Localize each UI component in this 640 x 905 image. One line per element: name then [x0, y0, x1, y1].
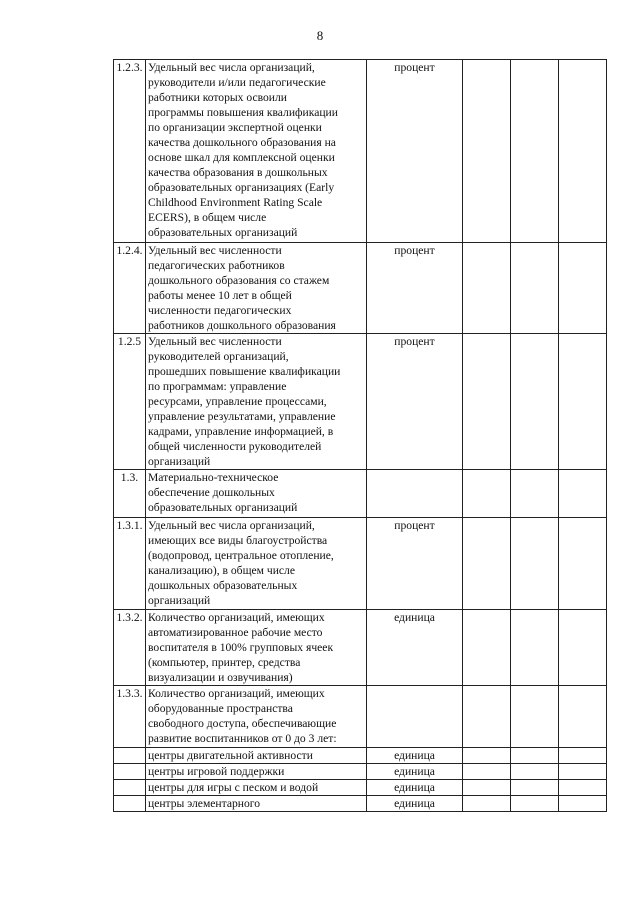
value-cell [511, 518, 559, 610]
value-cell [511, 610, 559, 686]
row-unit: процент [367, 243, 463, 334]
value-cell [559, 764, 607, 780]
value-cell [511, 470, 559, 518]
table-row [114, 748, 607, 764]
table-row [114, 60, 607, 243]
row-unit: единица [367, 748, 463, 764]
table-row [114, 780, 607, 796]
value-cell [463, 518, 511, 610]
row-text: Удельный вес численности педагогических работников дошкольного образования со стажем работы менее 10 лет в общей численности педагогических работников дошкольного образования [146, 243, 367, 334]
row-code: 1.3.1. [114, 518, 146, 610]
row-unit: процент [367, 518, 463, 610]
value-cell [559, 748, 607, 764]
table-row [114, 686, 607, 748]
value-cell [559, 334, 607, 470]
value-cell [559, 243, 607, 334]
row-text: Количество организаций, имеющих автоматизированное рабочие место воспитателя в 100% групповых ячеек (компьютер, принтер, средства визуализации и озвучивания) [146, 610, 367, 686]
row-unit [367, 470, 463, 518]
value-cell [559, 60, 607, 243]
value-cell [463, 334, 511, 470]
row-code [114, 796, 146, 812]
value-cell [559, 780, 607, 796]
table-row [114, 243, 607, 334]
table-row [114, 470, 607, 518]
row-code [114, 780, 146, 796]
row-code: 1.2.5 [114, 334, 146, 470]
row-text: Удельный вес числа организаций, руководители и/или педагогические работники которых освоили программы повышения квалификации по организации экспертной оценки качества дошкольного образования на основе шкал для комплексной оценки качества образования в дошкольных образовательных организациях (Early Childhood Environment Rating Scale ECERS), в общем числе образовательных организаций [146, 60, 367, 243]
row-unit: единица [367, 780, 463, 796]
value-cell [511, 243, 559, 334]
value-cell [511, 686, 559, 748]
row-unit: процент [367, 60, 463, 243]
row-unit [367, 686, 463, 748]
value-cell [511, 796, 559, 812]
table-row [114, 764, 607, 780]
value-cell [463, 686, 511, 748]
row-text: центры элементарного [146, 796, 367, 812]
row-code [114, 764, 146, 780]
value-cell [559, 518, 607, 610]
row-code: 1.3.3. [114, 686, 146, 748]
row-text: Удельный вес численности руководителей организаций, прошедших повышение квалификации по программам: управление ресурсами, управление процессами, управление результатами, управление кадрами, управление информацией, в общей численности руководителей организаций [146, 334, 367, 470]
row-code: 1.3.2. [114, 610, 146, 686]
value-cell [463, 796, 511, 812]
row-text: центры двигательной активности [146, 748, 367, 764]
value-cell [463, 470, 511, 518]
table-row [114, 518, 607, 610]
row-code [114, 748, 146, 764]
value-cell [463, 610, 511, 686]
value-cell [511, 764, 559, 780]
value-cell [463, 764, 511, 780]
value-cell [559, 610, 607, 686]
row-code: 1.2.3. [114, 60, 146, 243]
row-unit: процент [367, 334, 463, 470]
row-text: центры игровой поддержки [146, 764, 367, 780]
value-cell [463, 780, 511, 796]
value-cell [511, 334, 559, 470]
row-unit: единица [367, 610, 463, 686]
indicators-table [113, 59, 607, 812]
value-cell [511, 748, 559, 764]
row-text: Удельный вес числа организаций, имеющих все виды благоустройства (водопровод, центральное отопление, канализацию), в общем числе дошкольных образовательных организаций [146, 518, 367, 610]
row-text: Материально-техническое обеспечение дошкольных образовательных организаций [146, 470, 367, 518]
row-text: Количество организаций, имеющих оборудованные пространства свободного доступа, обеспечивающие развитие воспитанников от 0 до 3 лет: [146, 686, 367, 748]
table-row [114, 610, 607, 686]
row-text: центры для игры с песком и водой [146, 780, 367, 796]
table-row [114, 334, 607, 470]
value-cell [463, 60, 511, 243]
row-code: 1.3. [114, 470, 146, 518]
table-row [114, 796, 607, 812]
value-cell [559, 470, 607, 518]
value-cell [559, 686, 607, 748]
value-cell [511, 780, 559, 796]
row-code: 1.2.4. [114, 243, 146, 334]
value-cell [463, 748, 511, 764]
value-cell [463, 243, 511, 334]
row-unit: единица [367, 796, 463, 812]
value-cell [559, 796, 607, 812]
row-unit: единица [367, 764, 463, 780]
value-cell [511, 60, 559, 243]
page-number: 8 [316, 28, 324, 43]
